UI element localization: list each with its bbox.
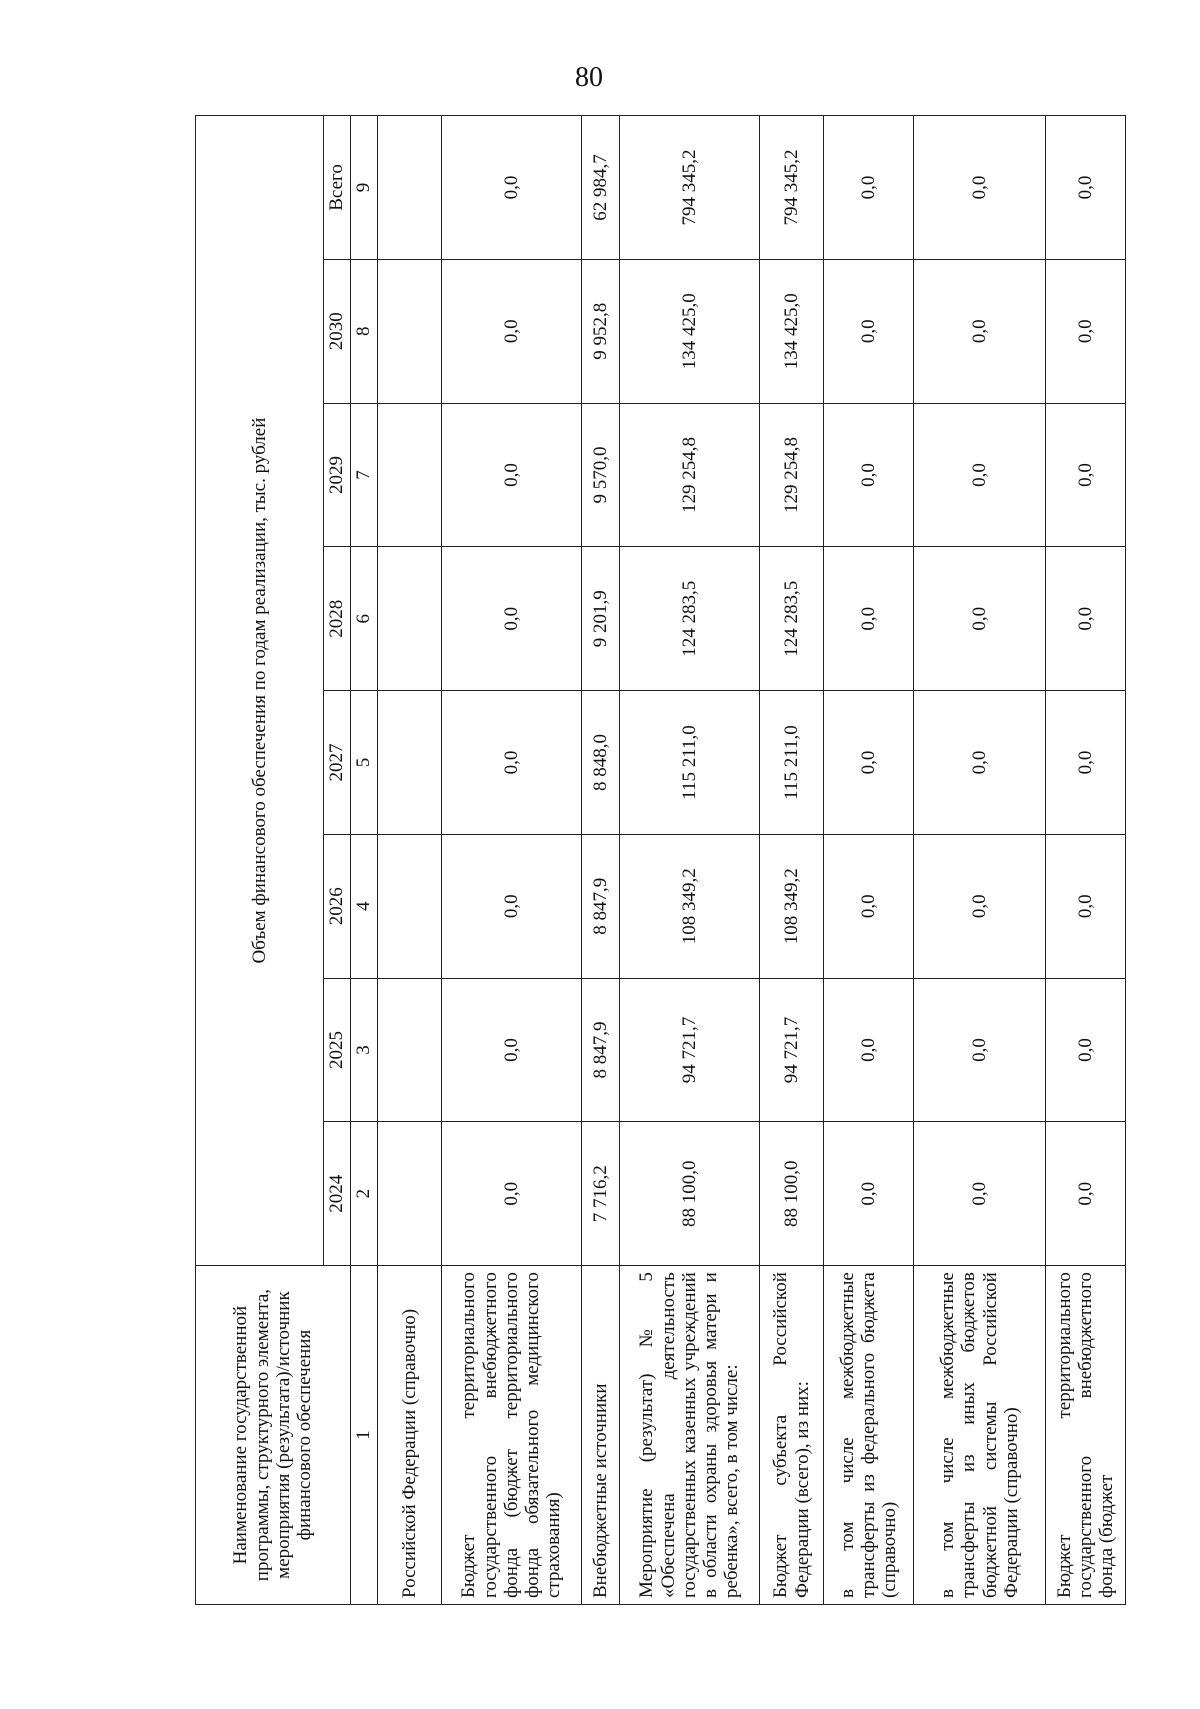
- row-value: [378, 978, 442, 1122]
- row-value: 0,0: [914, 116, 1046, 260]
- row-value: 124 283,5: [620, 547, 760, 691]
- row-value: 0,0: [824, 547, 914, 691]
- row-value: 0,0: [1046, 259, 1126, 403]
- table-row: [914, 116, 1046, 1605]
- table-row: [582, 116, 620, 1605]
- row-value: 0,0: [824, 1122, 914, 1266]
- row-value: 9 952,8: [582, 259, 620, 403]
- row-value: 134 425,0: [620, 259, 760, 403]
- row-value: 0,0: [824, 116, 914, 260]
- row-value: 129 254,8: [620, 403, 760, 547]
- column-number: 2: [351, 1122, 378, 1266]
- year-2024: 2024: [324, 1122, 351, 1266]
- row-value: 134 425,0: [760, 259, 824, 403]
- row-value: 0,0: [1046, 691, 1126, 835]
- rotated-table-wrapper: [195, 115, 1118, 1605]
- table-row: [1046, 116, 1126, 1605]
- row-value: 8 847,9: [582, 978, 620, 1122]
- row-value: 0,0: [914, 978, 1046, 1122]
- row-value: 0,0: [914, 403, 1046, 547]
- header-volume-cell: Объем финансового обеспечения по годам реализации, тыс. рублей: [196, 116, 324, 1266]
- column-number: 9: [351, 116, 378, 260]
- row-value: 0,0: [914, 834, 1046, 978]
- row-value: 0,0: [442, 691, 582, 835]
- table-container: [195, 115, 1118, 1605]
- row-value: 0,0: [824, 259, 914, 403]
- row-value: 8 847,9: [582, 834, 620, 978]
- column-number: 3: [351, 978, 378, 1122]
- row-value: 0,0: [914, 1122, 1046, 1266]
- row-value: 94 721,7: [760, 978, 824, 1122]
- table-row: [824, 116, 914, 1605]
- row-value: 0,0: [1046, 1122, 1126, 1266]
- row-value: 88 100,0: [760, 1122, 824, 1266]
- row-value: 124 283,5: [760, 547, 824, 691]
- row-value: [378, 1122, 442, 1266]
- row-value: 0,0: [442, 978, 582, 1122]
- row-value: 0,0: [442, 1122, 582, 1266]
- year-total: Всего: [324, 116, 351, 260]
- row-value: 0,0: [1046, 403, 1126, 547]
- page-number: 80: [575, 62, 603, 93]
- year-2025: 2025: [324, 978, 351, 1122]
- row-name: в том числе межбюджетные трансферты из федерального бюджета (справочно): [824, 1266, 914, 1605]
- row-value: 108 349,2: [760, 834, 824, 978]
- column-number: 8: [351, 259, 378, 403]
- row-value: 0,0: [1046, 834, 1126, 978]
- row-value: 794 345,2: [760, 116, 824, 260]
- row-value: 0,0: [824, 834, 914, 978]
- row-value: 0,0: [824, 978, 914, 1122]
- column-number: 5: [351, 691, 378, 835]
- table-row: [760, 116, 824, 1605]
- row-name: Бюджет субъекта Российской Федерации (всего), из них:: [760, 1266, 824, 1605]
- row-value: 9 570,0: [582, 403, 620, 547]
- financing-table: [195, 115, 1126, 1605]
- row-value: 0,0: [1046, 978, 1126, 1122]
- row-name: Мероприятие (результат) № 5 «Обеспечена деятельность государственных казенных учреждений в области охраны здоровья матери и ребенка», всего, в том числе:: [620, 1266, 760, 1605]
- row-value: [378, 834, 442, 978]
- year-2027: 2027: [324, 691, 351, 835]
- row-value: 115 211,0: [760, 691, 824, 835]
- row-value: 0,0: [442, 259, 582, 403]
- column-number: 6: [351, 547, 378, 691]
- year-2026: 2026: [324, 834, 351, 978]
- row-value: 62 984,7: [582, 116, 620, 260]
- column-number: 4: [351, 834, 378, 978]
- row-value: 94 721,7: [620, 978, 760, 1122]
- table-row: [442, 116, 582, 1605]
- header-name-cell: Наименование государственной программы, структурного элемента, мероприятия (результата)/источник финансового обеспечения: [196, 1266, 351, 1605]
- table-row: [620, 116, 760, 1605]
- row-value: [378, 259, 442, 403]
- row-name: Внебюджетные источники: [582, 1266, 620, 1605]
- row-value: [378, 116, 442, 260]
- row-value: 115 211,0: [620, 691, 760, 835]
- row-value: 794 345,2: [620, 116, 760, 260]
- column-number: 1: [351, 1266, 378, 1605]
- row-value: [378, 691, 442, 835]
- row-value: [378, 547, 442, 691]
- row-value: 0,0: [914, 259, 1046, 403]
- row-value: 0,0: [1046, 547, 1126, 691]
- table-row: [378, 116, 442, 1605]
- year-2028: 2028: [324, 547, 351, 691]
- row-value: 9 201,9: [582, 547, 620, 691]
- row-value: 129 254,8: [760, 403, 824, 547]
- row-name: Бюджет территориального государственного внебюджетного фонда (бюджет территориального фонда обязательного медицинского страхования): [442, 1266, 582, 1605]
- row-value: 0,0: [914, 547, 1046, 691]
- row-name: Бюджет территориального государственного внебюджетного фонда (бюджет: [1046, 1266, 1126, 1605]
- row-value: [378, 403, 442, 547]
- row-value: 88 100,0: [620, 1122, 760, 1266]
- row-value: 108 349,2: [620, 834, 760, 978]
- row-value: 7 716,2: [582, 1122, 620, 1266]
- row-value: 0,0: [1046, 116, 1126, 260]
- row-value: 0,0: [824, 691, 914, 835]
- row-value: 0,0: [824, 403, 914, 547]
- year-2029: 2029: [324, 403, 351, 547]
- row-value: 0,0: [442, 116, 582, 260]
- row-value: 0,0: [442, 834, 582, 978]
- row-value: 8 848,0: [582, 691, 620, 835]
- year-2030: 2030: [324, 259, 351, 403]
- row-name: в том числе межбюджетные трансферты из иных бюджетов бюджетной системы Российской Федерации (справочно): [914, 1266, 1046, 1605]
- row-value: 0,0: [442, 403, 582, 547]
- row-value: 0,0: [442, 547, 582, 691]
- column-number: 7: [351, 403, 378, 547]
- row-value: 0,0: [914, 691, 1046, 835]
- row-name: Российской Федерации (справочно): [378, 1266, 442, 1605]
